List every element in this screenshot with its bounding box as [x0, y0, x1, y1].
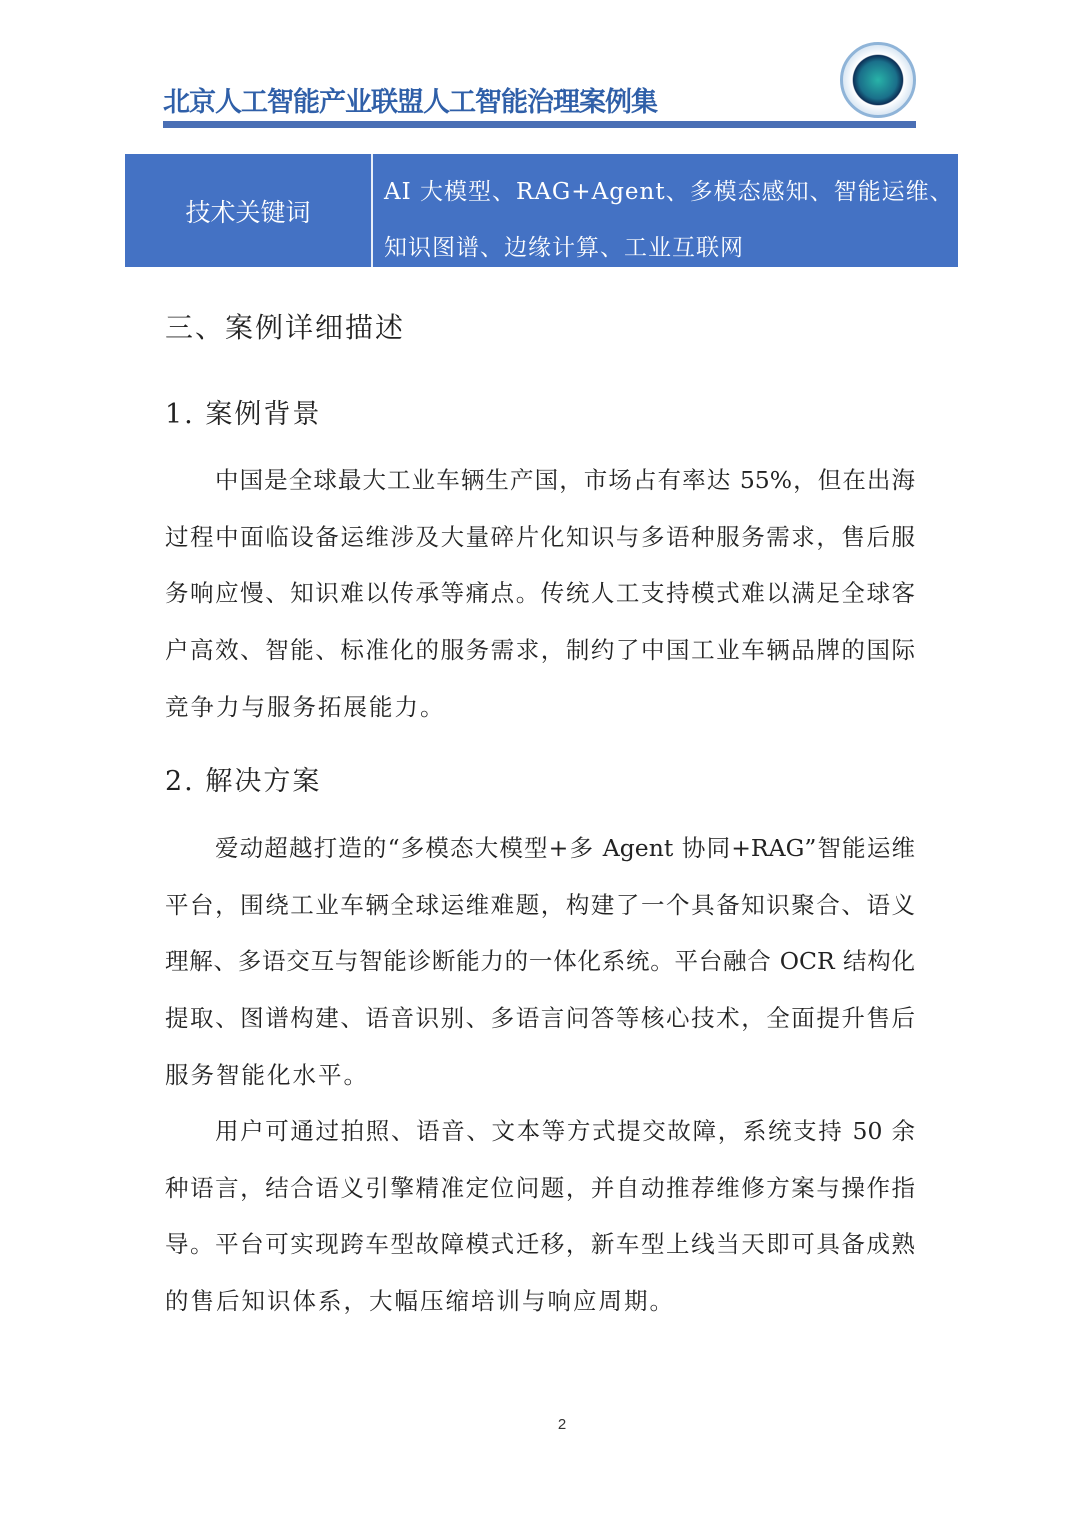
paragraph-solution-2 — [165, 1103, 915, 1330]
text-line: 理解、多语交互与智能诊断能力的一体化系统。平台融合 OCR 结构化 — [165, 947, 915, 976]
paragraph-background — [165, 452, 915, 735]
alliance-logo-icon — [840, 42, 916, 118]
keywords-line: 知识图谱、边缘计算、工业互联网 — [384, 235, 744, 261]
text-line: 用户可通过拍照、语音、文本等方式提交故障，系统支持 50 余 — [215, 1117, 915, 1145]
text-line: 竞争力与服务拓展能力。 — [165, 692, 446, 721]
page-number: 2 — [557, 1416, 567, 1433]
text-line: 种语言，结合语义引擎精准定位问题，并自动推荐维修方案与操作指 — [165, 1173, 915, 1202]
subsection-title-solution: 2. 解决方案 — [165, 766, 322, 797]
text-line: 户高效、智能、标准化的服务需求，制约了中国工业车辆品牌的国际 — [165, 636, 915, 665]
keywords-line: AI 大模型、RAG+Agent、多模态感知、智能运维、 — [384, 179, 954, 205]
text-line: 的售后知识体系，大幅压缩培训与响应周期。 — [165, 1287, 675, 1316]
text-line: 提取、图谱构建、语音识别、多语言问答等核心技术，全面提升售后 — [165, 1004, 915, 1033]
text-line: 服务智能化水平。 — [165, 1060, 369, 1089]
header-title: 北京人工智能产业联盟人工智能治理案例集 — [163, 87, 657, 118]
subsection-title-background: 1. 案例背景 — [165, 399, 322, 430]
text-line: 平台，围绕工业车辆全球运维难题，构建了一个具备知识聚合、语义 — [165, 890, 915, 919]
text-line: 中国是全球最大工业车辆生产国，市场占有率达 55%，但在出海 — [215, 466, 915, 494]
text-line: 导。平台可实现跨车型故障模式迁移，新车型上线当天即可具备成熟 — [165, 1230, 915, 1259]
keywords-table — [125, 154, 958, 267]
paragraph-solution-1 — [165, 820, 915, 1103]
text-line: 务响应慢、知识难以传承等痛点。传统人工支持模式难以满足全球客 — [165, 579, 915, 608]
keywords-value — [373, 154, 958, 267]
keywords-label: 技术关键词 — [125, 154, 373, 267]
header-divider — [163, 121, 916, 128]
text-line: 爱动超越打造的“多模态大模型+多 Agent 协同+RAG”智能运维 — [215, 834, 915, 862]
text-line: 过程中面临设备运维涉及大量碎片化知识与多语种服务需求，售后服 — [165, 522, 915, 551]
section-title: 三、案例详细描述 — [165, 311, 406, 344]
